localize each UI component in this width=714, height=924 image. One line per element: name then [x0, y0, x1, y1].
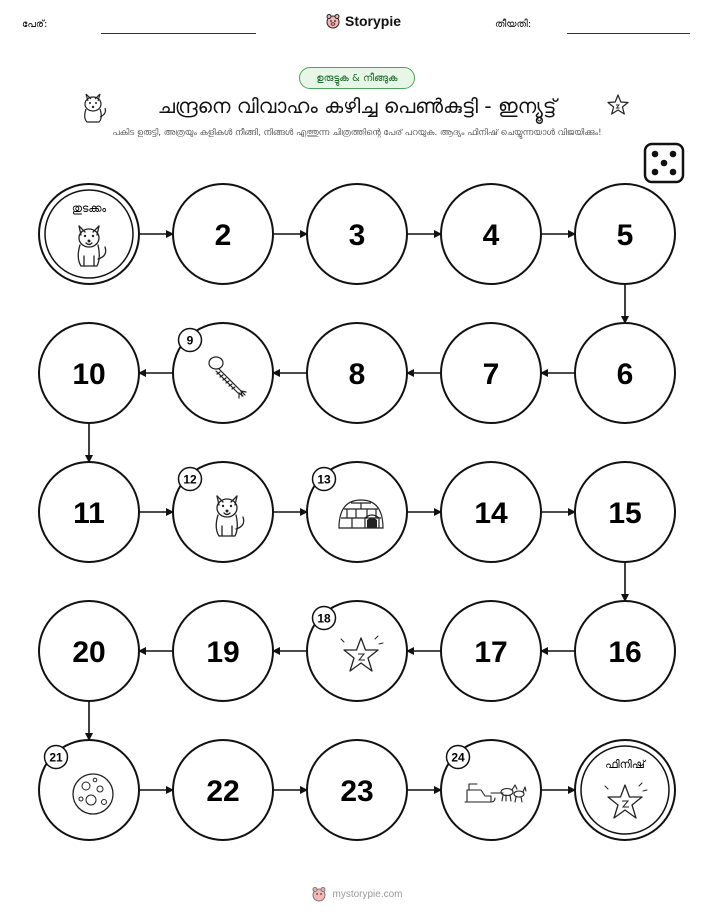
- space-number: 10: [72, 358, 106, 391]
- board-space-4[interactable]: [441, 184, 541, 284]
- board-space-18[interactable]: [307, 601, 407, 701]
- space-number: 14: [474, 497, 508, 530]
- page-title: ചന്ദ്രനെ വിവാഹം കഴിച്ച പെൺകുട്ടി - ഇന്യൂട്ട്: [157, 94, 557, 118]
- space-number: 19: [206, 636, 240, 669]
- space-number: 21: [49, 750, 63, 765]
- space-number: 5: [616, 219, 634, 252]
- space-circle: [39, 184, 139, 284]
- board-space-21[interactable]: [39, 740, 139, 840]
- space-number: 4: [482, 219, 500, 252]
- board-space-3[interactable]: [307, 184, 407, 284]
- space-number: 12: [183, 472, 197, 487]
- brand-name: Storypie: [345, 13, 402, 29]
- board-space-11[interactable]: [39, 462, 139, 562]
- board-space-7[interactable]: [441, 323, 541, 423]
- space-number: 9: [186, 333, 194, 348]
- space-number: 18: [317, 611, 331, 626]
- space-number: 2: [214, 219, 232, 252]
- board-space-13[interactable]: [307, 462, 407, 562]
- board-space-19[interactable]: [173, 601, 273, 701]
- space-number: 22: [206, 775, 240, 808]
- space-number: 13: [317, 472, 331, 487]
- space-number: 24: [451, 750, 465, 765]
- space-number: 7: [482, 358, 500, 391]
- board-space-8[interactable]: [307, 323, 407, 423]
- board-space-22[interactable]: [173, 740, 273, 840]
- space-number: 23: [340, 775, 374, 808]
- space-number: 6: [616, 358, 634, 391]
- category-badge: ഉരുട്ടുക & നീങ്ങുക: [299, 67, 415, 89]
- board-space-15[interactable]: [575, 462, 675, 562]
- space-number: 17: [474, 636, 508, 669]
- board-space-start[interactable]: [39, 184, 139, 284]
- board-space-12[interactable]: [173, 462, 273, 562]
- footer: [0, 886, 714, 902]
- footer-url[interactable]: mystorypie.com: [332, 888, 403, 900]
- board-space-6[interactable]: [575, 323, 675, 423]
- space-circle: [575, 740, 675, 840]
- board-space-finish[interactable]: [575, 740, 675, 840]
- board-space-2[interactable]: [173, 184, 273, 284]
- space-number: 16: [608, 636, 642, 669]
- instructions: പകിട ഉരുട്ടി, അത്രയും കളികൾ നീങ്ങി, നിങ്ങൾ എത്തുന്ന ചിത്രത്തിന്റെ പേര് പറയുക. ആദ്യം ഫിനിഷ് ചെയ്യുന്നയാൾ വിജയിക്കും!: [112, 128, 602, 138]
- date-label: തീയതി:: [495, 19, 532, 30]
- space-number: 11: [73, 497, 105, 530]
- board-space-9[interactable]: [173, 323, 273, 423]
- board-space-10[interactable]: [39, 323, 139, 423]
- space-number: 3: [348, 219, 366, 252]
- board-space-20[interactable]: [39, 601, 139, 701]
- space-number: 15: [608, 497, 642, 530]
- pig-mascot-icon: [311, 886, 327, 902]
- start-label: തുടക്കം: [71, 202, 107, 215]
- board-space-16[interactable]: [575, 601, 675, 701]
- finish-label: ഫിനിഷ്: [605, 758, 645, 771]
- board-space-23[interactable]: [307, 740, 407, 840]
- board-space-24[interactable]: [441, 740, 541, 840]
- board-space-14[interactable]: [441, 462, 541, 562]
- board-space-17[interactable]: [441, 601, 541, 701]
- name-label: പേര്:: [22, 19, 48, 30]
- space-number: 8: [348, 358, 366, 391]
- board-space-5[interactable]: [575, 184, 675, 284]
- space-number: 20: [72, 636, 106, 669]
